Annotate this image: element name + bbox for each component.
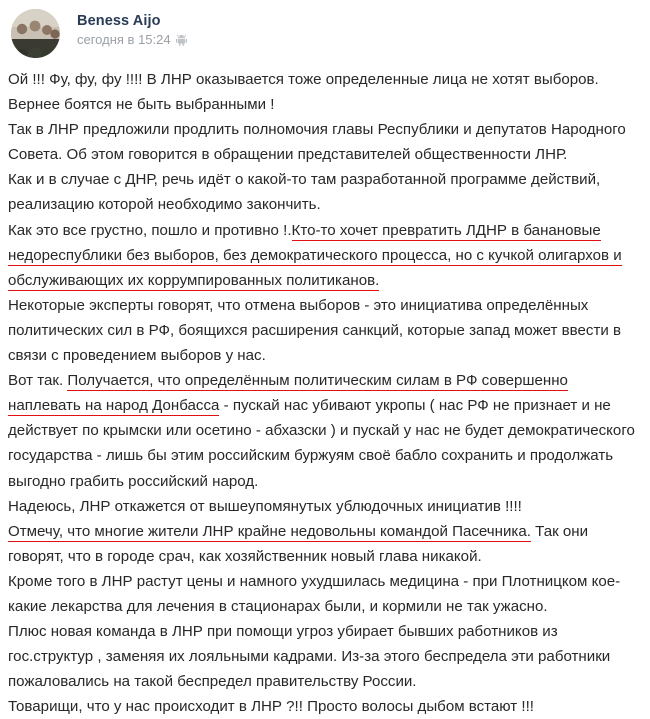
paragraph-text: Так в ЛНР предложили продлить полномочия главы Республики и депутатов Народного Совета. Об этом говорится в обращении представителей общественности ЛНР. [8,121,626,164]
post-author-block [77,9,187,47]
paragraph-text: Вот так. [8,372,68,390]
paragraph-text: Так они говорят, что в городе срач, как хозяйственник новый глава никакой. [8,522,589,565]
paragraph-text: Некоторые эксперты говорят, что отмена выборов - это инициатива определённых политических сил в РФ, боящихся расширения санкций, которые запад может ввести в связи с проведением выборов у нас. [8,296,622,365]
post-paragraph [8,368,642,493]
post-body-text [0,62,650,719]
post-paragraph [8,619,642,694]
post-timestamp[interactable]: сегодня в 15:24 [77,32,171,47]
avatar-photo-icon [11,9,60,58]
paragraph-text: Ой !!! Фу, фу, фу !!!! В ЛНР оказывается тоже определенные лица не хотят выборов. [8,71,599,88]
paragraph-text: Вернее боятся не быть выбранными ! [8,96,275,114]
post-paragraph [8,694,642,719]
annotation-underline-text: Получается, что определённым политическим силам в РФ совершенно наплевать на народ Донбасса [8,372,568,415]
post-paragraph [8,92,642,117]
paragraph-text: Как и в случае с ДНР, речь идёт о какой-то там разработанной программе действий, реализацию которой необходимо закончить. [8,171,601,214]
post-paragraph [8,167,642,217]
paragraph-text: Как это все грустно, пошло и противно !. [8,221,292,239]
paragraph-text: Товарищи, что у нас происходит в ЛНР ?!! Просто волосы дыбом встают !!! [8,698,534,716]
avatar[interactable] [11,9,60,58]
paragraph-text: Надеюсь, ЛНР откажется от вышеупомянутых ублюдочных инициатив !!!! [8,497,522,515]
annotation-underline-text: Кто-то хочет превратить ЛДНР в банановые недореспублики без выборов, без демократического процесса, но с кучкой олигархов и обслуживающих их коррумпированных политиканов. [8,221,622,289]
post-meta [77,32,187,47]
author-name[interactable]: Beness Aijo [77,13,161,29]
post-paragraph [8,569,642,619]
post-paragraph [8,218,642,293]
post-paragraph [8,67,642,92]
paragraph-text: - пускай нас убивают укропы ( нас РФ не признает и не действует по крымски или осетино - абхазски ) и пускай у нас не будет демократического государства - лишь бы этим российским буржуям своё бабло сохранить и продолжать выгодно грабить российский народ. [8,397,635,490]
paragraph-text: Плюс новая команда в ЛНР при помощи угроз убирает бывших работников из гос.структур , заменяя их лояльными кадрами. Из-за этого беспредела эти работники пожаловались на такой беспредел правительству России. [8,623,611,691]
annotation-underline-text: Отмечу, что многие жители ЛНР крайне недовольны командой Пасечника. [8,522,531,540]
post-paragraph [8,117,642,167]
paragraph-text: Кроме того в ЛНР растут цены и намного ухудшилась медицина - при Плотницком кое-какие лекарства для лечения в стационарах были, и кормили не так ужасно. [8,572,621,615]
post-paragraph [8,494,642,519]
post-paragraph [8,519,642,569]
post-paragraph [8,293,642,368]
android-icon [176,34,187,46]
post-header [0,0,650,62]
